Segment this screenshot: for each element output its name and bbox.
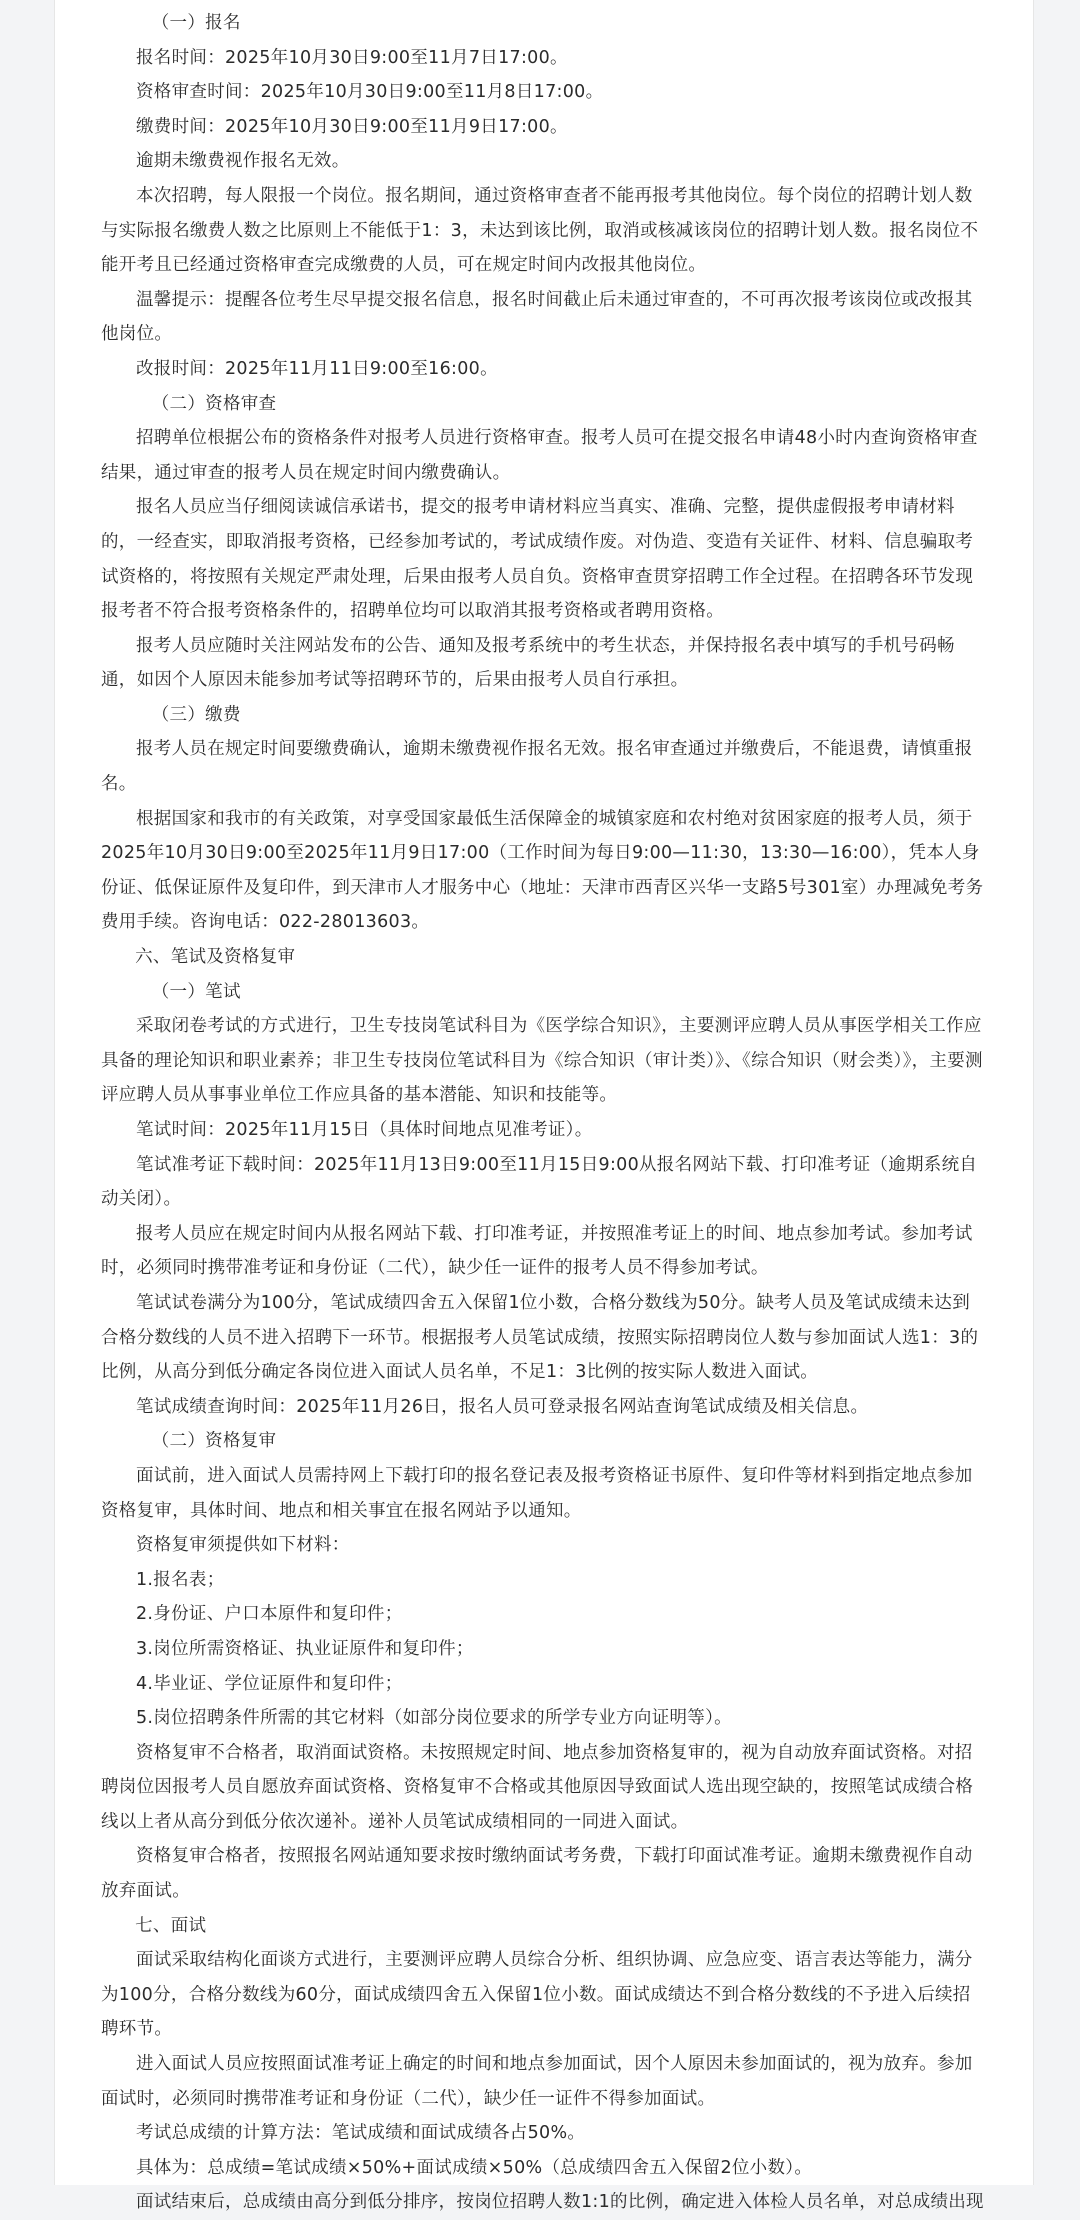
paragraph: 资格复审合格者，按照报名网站通知要求按时缴纳面试考务费，下载打印面试准考证。逾期未缴费视作自动放弃面试。 [101, 1846, 973, 1902]
paragraph: 资格复审不合格者，取消面试资格。未按照规定时间、地点参加资格复审的，视为自动放弃面试资格。对招聘岗位因报考人员自愿放弃面试资格、资格复审不合格或其他原因导致面试人选出现空缺的，按照笔试成绩合格线以上者从高分到低分依次递补。递补人员笔试成绩相同的一同进入面试。 [101, 1742, 974, 1832]
subsection-heading: （二）资格复审 [151, 1431, 277, 1452]
paragraph: 报考人员应随时关注网站发布的公告、通知及报考系统中的考生状态，并保持报名表中填写的手机号码畅通，如因个人原因未能参加考试等招聘环节的，后果由报考人员自行承担。 [101, 635, 955, 691]
paragraph: 报考人员在规定时间要缴费确认，逾期未缴费视作报名无效。报名审查通过并缴费后，不能退费，请慎重报名。 [101, 739, 973, 795]
paragraph: 面试采取结构化面谈方式进行，主要测评应聘人员综合分析、组织协调、应急应变、语言表达等能力，满分为100分，合格分数线为60分，面试成绩四舍五入保留1位小数。面试成绩达不到合格分数线的不予进入后续招聘环节。 [101, 1950, 973, 2040]
subsection-heading: （二）资格审查 [151, 393, 277, 414]
paragraph: 本次招聘，每人限报一个岗位。报名期间，通过资格审查者不能再报考其他岗位。每个岗位的招聘计划人数与实际报名缴费人数之比原则上不能低于1：3，未达到该比例，取消或核减该岗位的招聘计划人数。报名岗位不能开考且已经通过资格审查完成缴费的人员，可在规定时间内改报其他岗位。 [101, 185, 979, 276]
page-bottom-edge [55, 2179, 1033, 2185]
paragraph: 笔试成绩查询时间：2025年11月26日，报名人员可登录报名网站查询笔试成绩及相关信息。 [136, 1396, 869, 1417]
paragraph: 面试结束后，总成绩由高分到低分排序，按岗位招聘人数1:1的比例，确定进入体检人员名单，对总成绩出现 [136, 2192, 984, 2213]
paragraph: 考试总成绩的计算方法：笔试成绩和面试成绩各占50%。 [136, 2123, 586, 2144]
paragraph: 笔试准考证下载时间：2025年11月13日9:00至11月15日9:00从报名网站下载、打印准考证（逾期系统自动关闭）。 [101, 1154, 978, 1210]
paragraph: 招聘单位根据公布的资格条件对报考人员进行资格审查。报考人员可在提交报名申请48小时内查询资格审查结果，通过审查的报考人员在规定时间内缴费确认。 [101, 428, 978, 483]
paragraph: 3.岗位所需资格证、执业证原件和复印件； [136, 1638, 474, 1659]
subsection-heading: （一）报名 [151, 13, 241, 33]
paragraph: 报考人员应在规定时间内从报名网站下载、打印准考证，并按照准考证上的时间、地点参加考试。参加考试时，必须同时携带准考证和身份证（二代），缺少任一证件的报考人员不得参加考试。 [101, 1223, 973, 1279]
paragraph: 逾期未缴费视作报名无效。 [136, 151, 350, 172]
section-heading: 七、面试 [135, 1915, 207, 1936]
subsection-heading: （一）笔试 [151, 981, 241, 1002]
paragraph: 根据国家和我市的有关政策，对享受国家最低生活保障金的城镇家庭和农村绝对贫困家庭的报考人员，须于2025年10月30日9:00至2025年11月9日17:00（工作时间为每日9:00—11:30，13:30—16:00），凭本人身份证、低保证原件及复印件，到天津市人才服务中心（地址：天津市西青区兴华一支路5号301室）办理减免考务费用手续。咨询电话：022-28013603。 [101, 808, 984, 933]
paragraph: 报名人员应当仔细阅读诚信承诺书，提交的报考申请材料应当真实、准确、完整，提供虚假报考申请材料的，一经查实，即取消报考资格，已经参加考试的，考试成绩作废。对伪造、变造有关证件、材料、信息骗取考试资格的，将按照有关规定严肃处理，后果由报考人员自负。资格审查贯穿招聘工作全过程。在招聘各环节发现报考者不符合报考资格条件的，招聘单位均可以取消其报考资格或者聘用资格。 [101, 497, 974, 622]
paragraph: 进入面试人员应按照面试准考证上确定的时间和地点参加面试，因个人原因未参加面试的，视为放弃。参加面试时，必须同时携带准考证和身份证（二代），缺少任一证件不得参加面试。 [101, 2054, 973, 2109]
subsection-heading: （三）缴费 [151, 704, 241, 725]
paragraph: 5.岗位招聘条件所需的其它材料（如部分岗位要求的所学专业方向证明等）。 [136, 1708, 732, 1729]
article-body [101, 6, 987, 2220]
paragraph: 笔试时间：2025年11月15日（具体时间地点见准考证）。 [136, 1120, 593, 1140]
document-page [54, 0, 1034, 2213]
paragraph: 1.报名表； [136, 1569, 225, 1590]
paragraph: 笔试试卷满分为100分，笔试成绩四舍五入保留1位小数，合格分数线为50分。缺考人员及笔试成绩未达到合格分数线的人员不进入招聘下一环节。根据报考人员笔试成绩，按照实际招聘岗位人数与参加面试人选1：3的比例，从高分到低分确定各岗位进入面试人员名单，不足1：3比例的按实际人数进入面试。 [101, 1292, 979, 1383]
paragraph: 资格审查时间：2025年10月30日9:00至11月8日17:00。 [136, 82, 604, 103]
section-heading: 六、笔试及资格复审 [135, 947, 296, 968]
paragraph: 缴费时间：2025年10月30日9:00至11月9日17:00。 [136, 116, 568, 137]
paragraph: 温馨提示：提醒各位考生尽早提交报名信息，报名时间截止后未通过审查的，不可再次报考该岗位或改报其他岗位。 [101, 289, 973, 345]
paragraph: 采取闭卷考试的方式进行，卫生专技岗笔试科目为《医学综合知识》，主要测评应聘人员从事医学相关工作应具备的理论知识和职业素养；非卫生专技岗位笔试科目为《综合知识（审计类）》、《综合知识（财会类）》，主要测评应聘人员从事事业单位工作应具备的基本潜能、知识和技能等。 [101, 1016, 983, 1106]
paragraph: 资格复审须提供如下材料： [136, 1535, 350, 1556]
paragraph: 报名时间：2025年10月30日9:00至11月7日17:00。 [136, 47, 568, 68]
paragraph: 改报时间：2025年11月11日9:00至16:00。 [136, 358, 498, 379]
paragraph: 2.身份证、户口本原件和复印件； [136, 1604, 403, 1625]
paragraph: 面试前，进入面试人员需持网上下载打印的报名登记表及报考资格证书原件、复印件等材料到指定地点参加资格复审，具体时间、地点和相关事宜在报名网站予以通知。 [101, 1465, 973, 1521]
paragraph: 具体为：总成绩=笔试成绩×50%+面试成绩×50%（总成绩四舍五入保留2位小数）。 [136, 2157, 813, 2178]
paragraph: 4.毕业证、学位证原件和复印件； [136, 1673, 403, 1694]
